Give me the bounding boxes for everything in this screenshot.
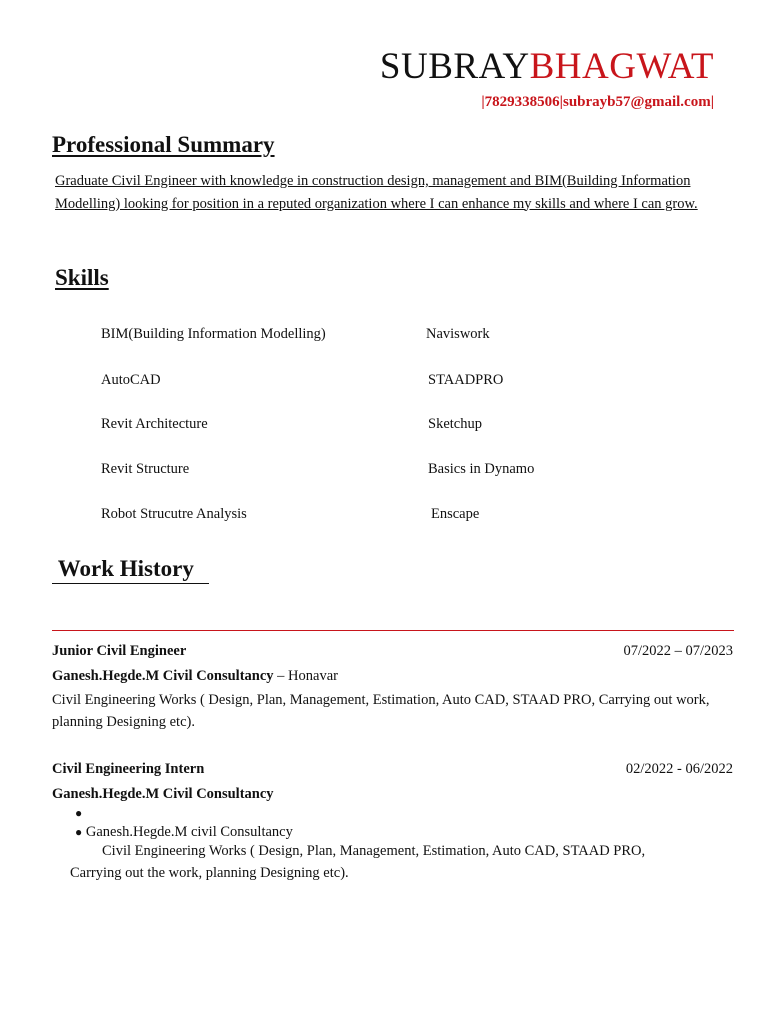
- contact-info: |7829338506|subrayb57@gmail.com|: [481, 94, 714, 110]
- job-company-line: [52, 668, 338, 685]
- bullet-text: Ganesh.Hegde.M civil Consultancy: [85, 824, 293, 840]
- last-name: BHAGWAT: [529, 46, 714, 87]
- summary-heading: Professional Summary: [52, 132, 275, 157]
- job-role: Civil Engineering Intern: [52, 761, 205, 777]
- skill-item: Sketchup: [428, 416, 482, 432]
- skill-item: Enscape: [431, 506, 480, 522]
- job-role: Junior Civil Engineer: [52, 643, 187, 659]
- skill-item: Basics in Dynamo: [428, 461, 535, 477]
- bullet-icon: ●: [75, 806, 83, 820]
- skill-item: Revit Structure: [101, 461, 190, 477]
- heading-underline: [52, 583, 209, 584]
- job-dates: 02/2022 - 06/2022: [625, 761, 733, 777]
- bullet-line: [75, 824, 293, 841]
- skill-item: Revit Architecture: [101, 416, 208, 432]
- skill-item: Naviswork: [426, 326, 490, 342]
- job-description-line: Carrying out the work, planning Designing etc).: [70, 865, 349, 881]
- skill-item: STAADPRO: [428, 372, 504, 388]
- job-dates: 07/2022 – 07/2023: [623, 643, 733, 659]
- bullet-icon: ●: [75, 825, 83, 839]
- skill-item: Robot Strucutre Analysis: [101, 506, 247, 522]
- summary-text: Graduate Civil Engineer with knowledge in construction design, management and BIM(Building Information Modelling) looking for position in a reputed organization where I can enhance my skills and where I can grow.: [55, 173, 698, 212]
- job-description-line: Civil Engineering Works ( Design, Plan, Management, Estimation, Auto CAD, STAAD PRO,: [102, 843, 646, 859]
- work-history-heading: Work History: [57, 556, 194, 581]
- job-location: – Honavar: [277, 668, 338, 684]
- job-company: Ganesh.Hegde.M Civil Consultancy: [52, 668, 274, 684]
- candidate-name: [380, 48, 714, 85]
- first-name: SUBRAY: [379, 46, 530, 87]
- skill-item: AutoCAD: [101, 372, 161, 388]
- job-company: Ganesh.Hegde.M Civil Consultancy: [52, 786, 274, 802]
- skills-heading: Skills: [55, 265, 109, 290]
- job-description: Civil Engineering Works ( Design, Plan, Management, Estimation, Auto CAD, STAAD PRO, Carrying out work, planning Designing etc).: [52, 692, 710, 730]
- skill-item: BIM(Building Information Modelling): [101, 326, 326, 342]
- section-divider: [52, 630, 734, 631]
